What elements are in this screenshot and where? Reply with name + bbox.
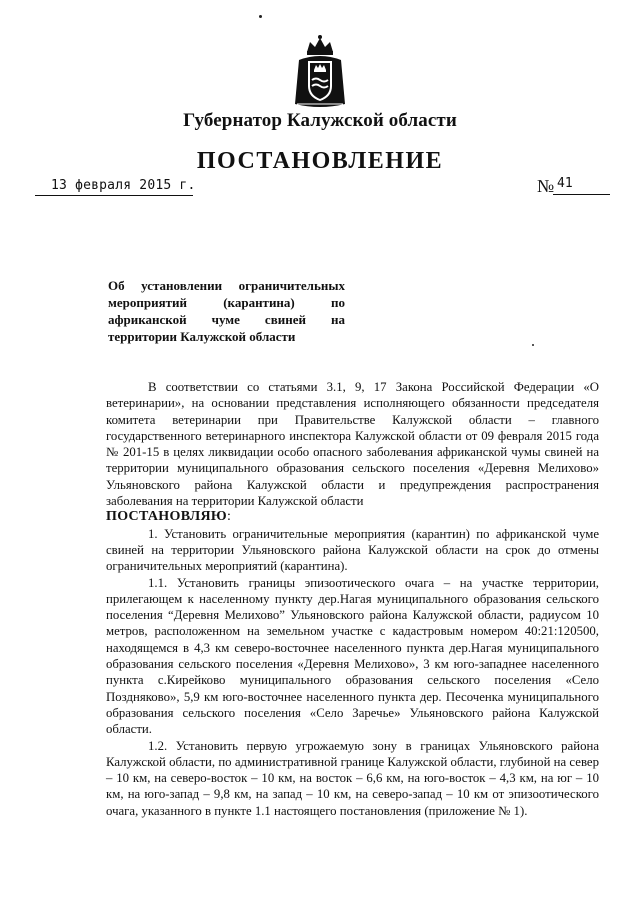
number-sign: № <box>537 176 555 196</box>
preamble-paragraph: В соответствии со статьями 3.1, 9, 17 Закона Российской Федерации «О ветеринарии», на основании представления исполняющего обязанности председателя комитета ветеринарии при Правительстве Калужской области – главного государственного ветеринарного инспектора Калужской области от 09 февраля 2015 года № 201-15 в целях ликвидации особо опасного заболевания африканской чумы свиней на территории муниципального образования сельского поселения «Деревня Мелихово» Ульяновского района Калужской области и предупреждения распространения заболевания на территории Калужской области <box>106 380 599 509</box>
document-body <box>106 379 599 819</box>
number-underline <box>553 194 610 195</box>
document-type-title: ПОСТАНОВЛЕНИЕ <box>196 148 444 174</box>
issuing-authority: Губернатор Калужской области <box>183 110 457 131</box>
subject-line: территории Калужской области <box>108 329 296 344</box>
decree-colon: : <box>227 509 232 525</box>
item-1-paragraph: 1. Установить ограничительные мероприятия (карантин) по африканской чуме свиней на территории Ульяновского района Калужской области на срок до отмены ограничительных мероприятий (карантина). <box>106 526 599 574</box>
item-1-1-paragraph: 1.1. Установить границы эпизоотического очага – на участке территории, прилегающем к населенному пункту дер.Нагая муниципального образования сельского поселения “Деревня Мелихово” Ульяновского района Калужской области, радиусом 10 метров, расположенном на земельном участке с кадастровым номером 40:21:120500, находящемся в 4,3 км северо-восточнее населенного пункта дер.Нагая муниципального образования сельского поселения «Деревня Мелихово», 3 км юго-западнее населенного пункта с.Кирейково муниципального образования сельского поселения «Село Поздняково», 5,9 км юго-восточнее населенного пункта дер. Песоченка муниципального образования сельского поселения «Село Заречье» Ульяновского района Калужской области. <box>106 575 599 737</box>
scan-speck <box>259 15 262 18</box>
kaluga-coat-of-arms-icon <box>291 34 349 110</box>
date-underline <box>35 195 193 196</box>
scan-speck <box>532 344 534 346</box>
subject-line: африканской чуме свиней на <box>108 312 345 327</box>
item-1-2-paragraph: 1.2. Установить первую угрожаемую зону в границах Ульяновского района Калужской области, по административной границе Калужской области, глубиной на север – 10 км, на северо-восток – 10 км, на восток – 6,6 км, на юго-восток – 4,3 км, на юг – 10 км, на юго-запад – 9,8 км, на запад – 10 км, на северо-запад – 10 км от эпизоотического очага, указанного в пункте 1.1 настоящего постановления (приложение № 1). <box>106 738 599 818</box>
document-subject <box>108 277 345 345</box>
subject-line: Об установлении ограничительных <box>108 278 345 293</box>
subject-line: мероприятий (карантина) по <box>108 295 345 310</box>
decree-word-text: ПОСТАНОВЛЯЮ <box>106 509 228 525</box>
document-date: 13 февраля 2015 г. <box>51 178 196 193</box>
decree-word <box>106 509 599 525</box>
document-number: 41 <box>557 176 573 191</box>
